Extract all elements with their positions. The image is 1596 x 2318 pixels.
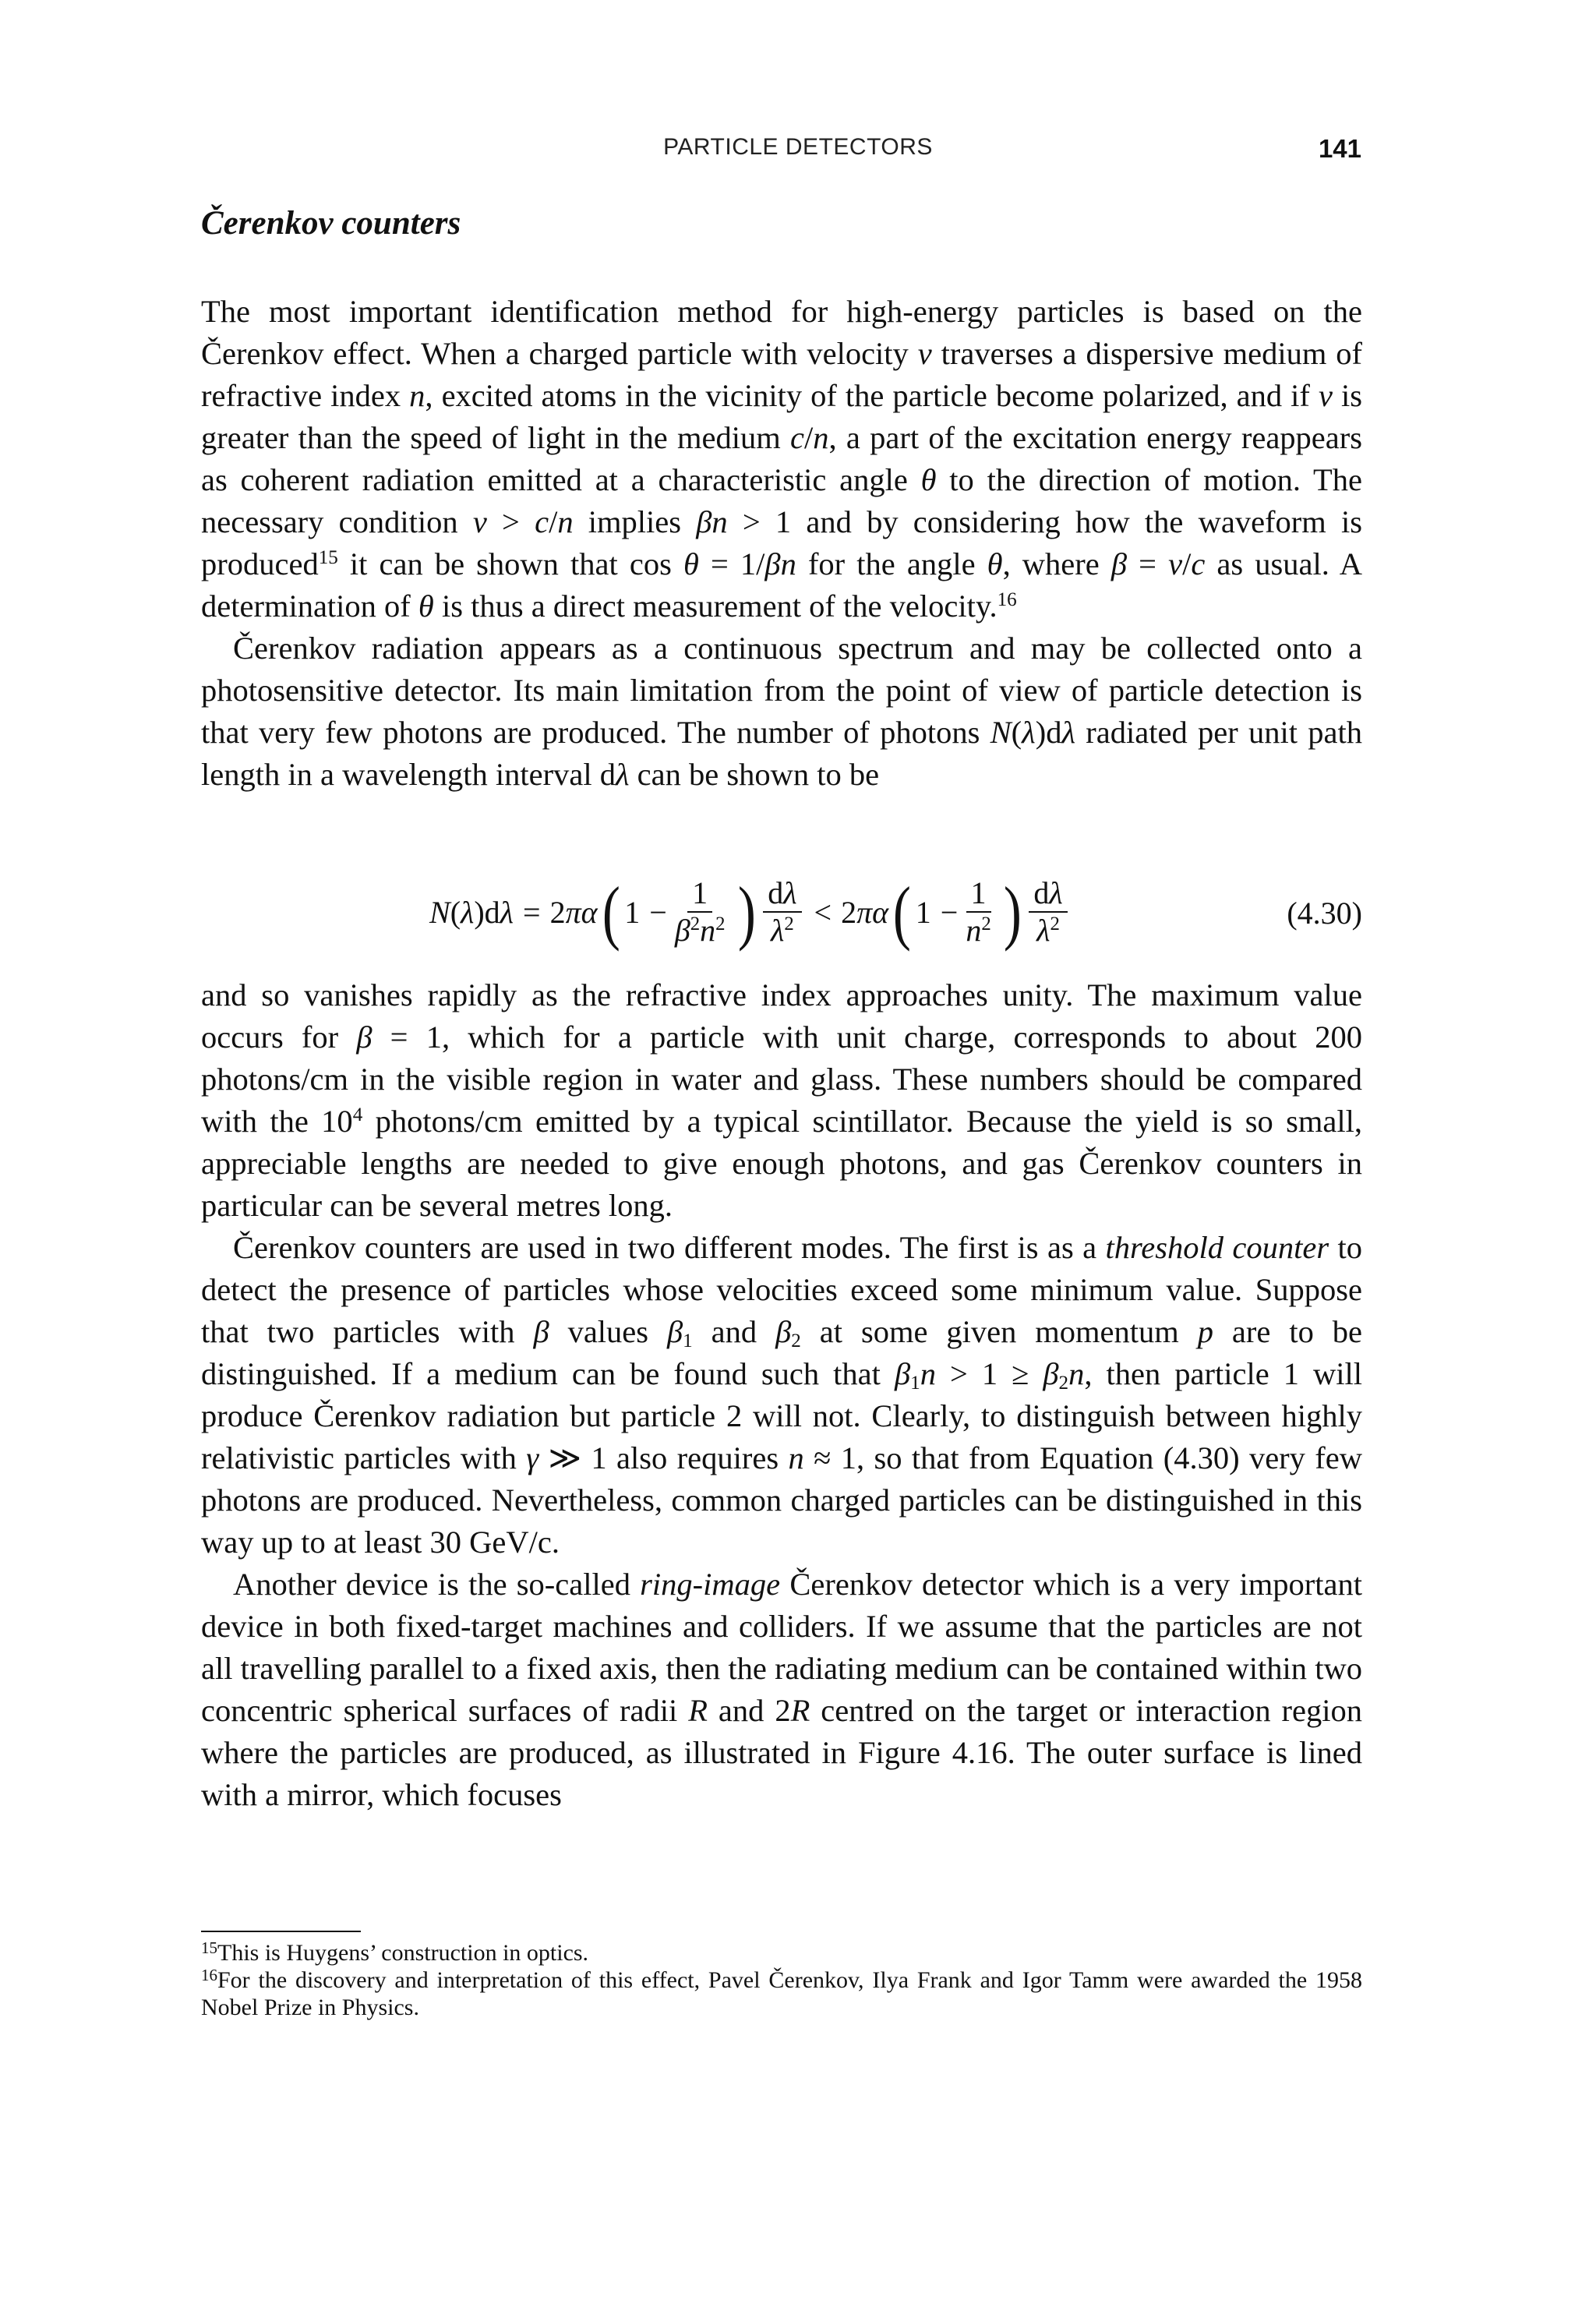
footnote-15 [201,1939,1362,1966]
footnote-16-mark: 16 [201,1965,217,1984]
footnote-15-mark: 15 [201,1938,217,1957]
footnote-15-text: This is Huygens’ construction in optics. [217,1940,589,1966]
page-number: 141 [1318,134,1361,163]
footnotes [201,1939,1362,2021]
footnote-16 [201,1966,1362,2021]
running-title: PARTICLE DETECTORS [663,134,933,160]
equation-number: (4.30) [1287,896,1362,931]
paragraph-5: Another device is the so-called ring-image Čerenkov detector which is a very important device in both fixed-target machines and colliders. If we assume that the particles are not all travelling parallel to a fixed axis, then the radiating medium can be contained within two concentric spherical surfaces of radii R and 2R centred on the target or interaction region where the particles are produced, as illustrated in Figure 4.16. The outer surface is lined with a mirror, which focuses [201,1567,1363,1812]
paragraph-3: and so vanishes rapidly as the refractive index approaches unity. The maximum value occurs for β = 1, which for a particle with unit charge, corresponds to about 200 photons/cm in the visible region in water and glass. These numbers should be compared with the $10^4$ photons/cm emitted by a typical scintillator. Because the yield is so small, appreciable lengths are needed to give enough photons, and gas Čerenkov counters in particular can be several metres long. [201,977,1362,1223]
equation-body: N ( λ )d λ = 2 πα ( 1 − $\frac{1}{\beta^2n^2}$ ) $\frac{d\lambda}{\lambda^2}$ < 2 πα ( 1 − $\frac{1}{n^2}$ ) $\frac{d\lambda}{\lambda^2}$ [429,865,1071,959]
body-text-upper [201,291,1362,796]
section-heading: Čerenkov counters [201,205,461,242]
footnote-16-text: For the discovery and interpretation of this effect, Pavel Čerenkov, Ilya Frank and Igor Tamm were awarded the 1958 Nobel Prize in Physics. [201,1967,1362,2020]
paragraph-2: Čerenkov radiation appears as a continuous spectrum and may be collected onto a photosensitive detector. Its main limitation from the point of view of particle detection is that very few photons are produced. The number of photons N(λ)dλ radiated per unit path length in a wavelength interval dλ can be shown to be [201,631,1362,792]
paragraph-1: The most important identification method for high-energy particles is based on the Čerenkov effect. When a charged particle with velocity v traverses a dispersive medium of refractive index n, excited atoms in the vicinity of the particle become polarized, and if v is greater than the speed of light in the medium c/n, a part of the excitation energy reappears as coherent radiation emitted at a characteristic angle θ to the direction of motion. The necessary condition v > c/n implies βn > 1 and by considering how the waveform is produced$^{15}$ it can be shown that cos θ = 1/βn for the angle θ, where β = v/c as usual. A determination of θ is thus a direct measurement of the velocity.$^{16}$ [201,294,1363,624]
running-head [0,134,1596,173]
paragraph-4: Čerenkov counters are used in two different modes. The first is as a threshold counter to detect the presence of particles whose velocities exceed some minimum value. Suppose that two particles with β values $\beta_1$ and $\beta_2$ at some given momentum p are to be distinguished. If a medium can be found such that $\beta_1n > 1 \ge \beta_2n$, then particle 1 will produce Čerenkov radiation but particle 2 will not. Clearly, to distinguish between highly relativistic particles with γ ≫ 1 also requires n ≈ 1, so that from Equation (4.30) very few photons are produced. Nevertheless, common charged particles can be distinguished in this way up to at least 30 GeV/c. [201,1230,1363,1560]
equation-4-30 [201,865,1362,959]
footnote-rule [201,1931,361,1932]
body-text-lower [201,974,1362,1816]
